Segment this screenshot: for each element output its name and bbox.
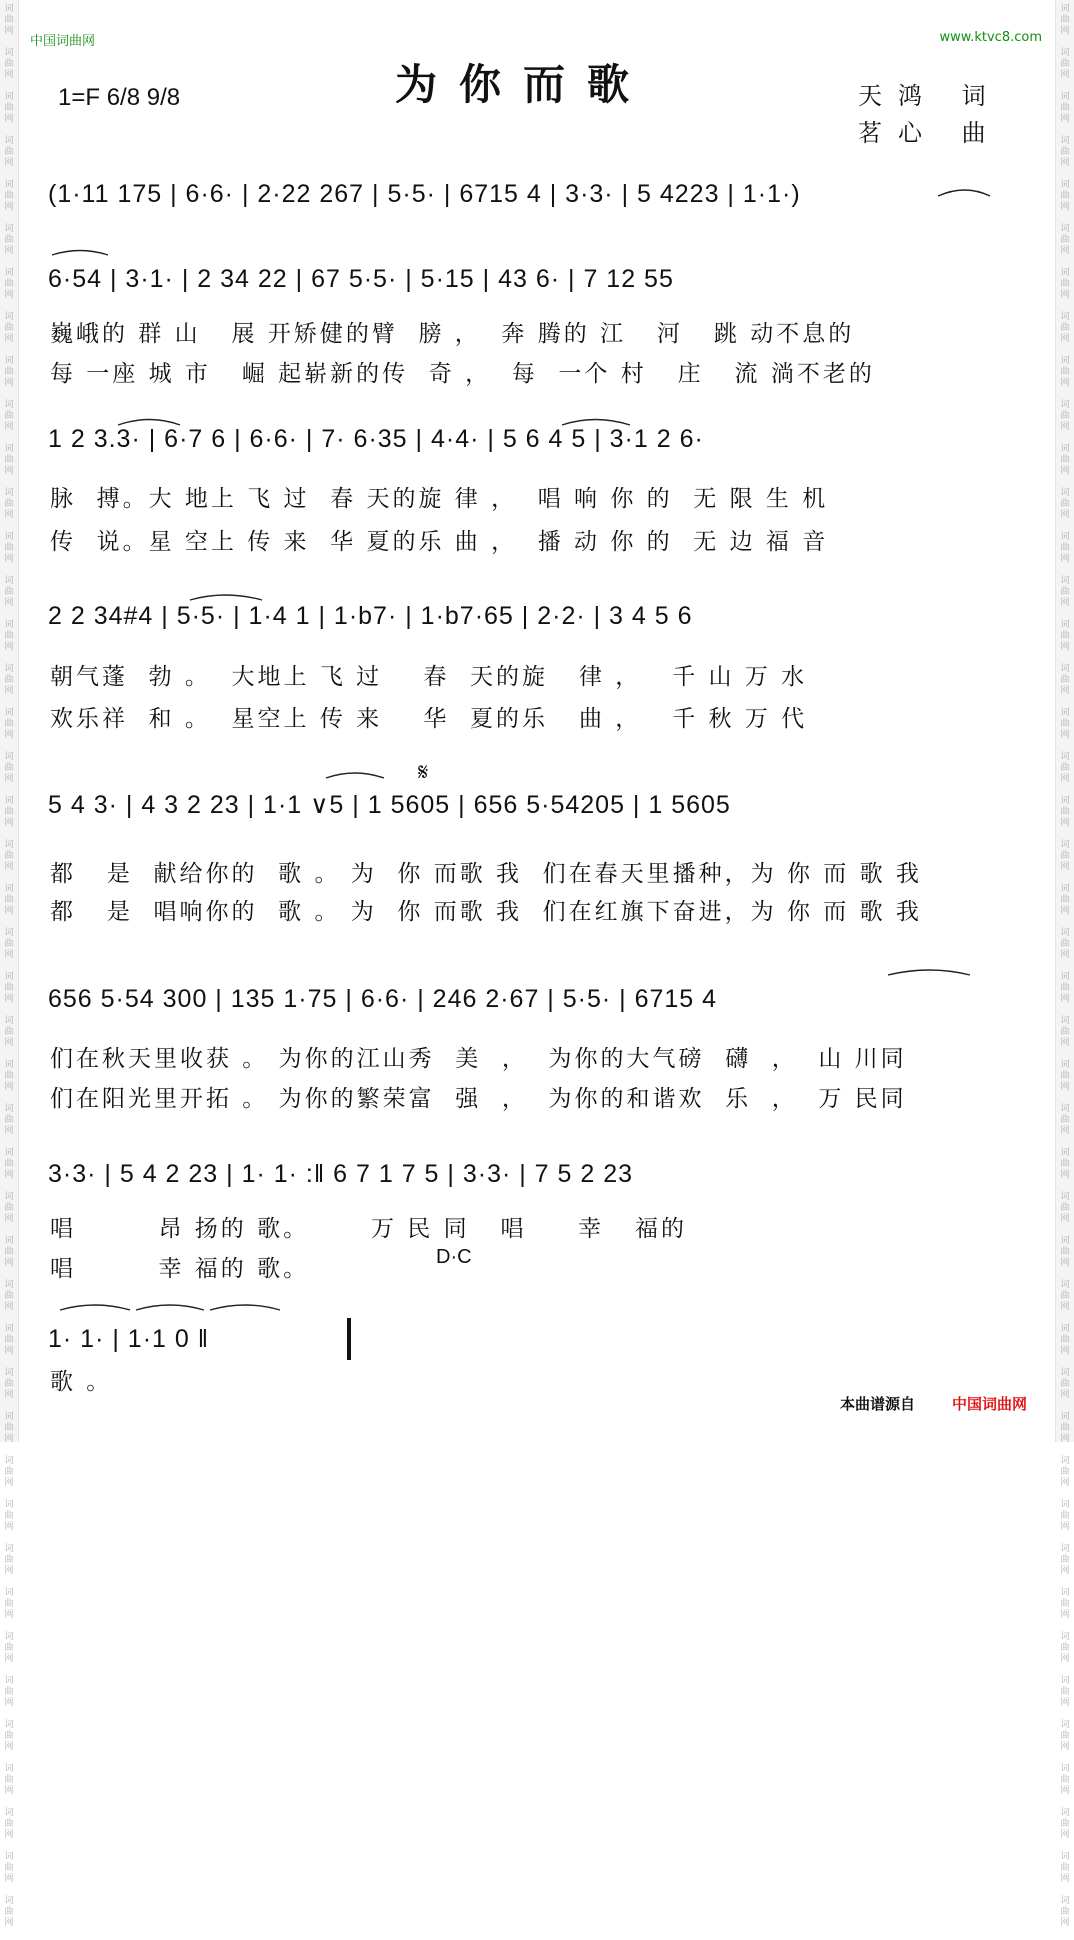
footer-source-site: 中国词曲网 [952,1395,1028,1413]
tie-arc [888,970,970,975]
lyric-line-7-verse-1: 唱 昂 扬的 歌。 万 民 同 唱 幸 福的 [50,1216,688,1242]
notation-line-4: 2 2 34#4 | 5·5· | 1·4 1 | 1·b7· | 1·b7·65 | 2·2· | 3 4 5 6 [48,602,693,630]
lyric-line-2-verse-2: 每 一座 城 市 崛 起崭新的传 奇 ， 每 一个 村 庄 流 淌不老的 [50,361,875,387]
lyric-line-6-verse-2: 们在阳光里开拓 。 为你的繁荣富 强 ， 为你的和谐欢 乐 ， 万 民同 [50,1086,907,1112]
score-title: 为你而歌 [395,60,652,109]
tie-arc [190,595,262,600]
lyric-line-6-verse-1: 们在秋天里收获 。 为你的江山秀 美 ， 为你的大气磅 礴 ， 山 川同 [50,1046,907,1072]
site-watermark-top-left: 中国词曲网 [30,34,96,49]
lyric-line-5-verse-1: 都 是 献给你的 歌 。 为 你 而歌 我 们在春天里播种，为 你 而 歌 我 [50,861,922,887]
lyric-line-3-verse-1: 脉 搏。大 地上 飞 过 春 天的旋 律 ， 唱 响 你 的 无 限 生 机 [50,486,829,512]
key-signature: 1=F 6/8 9/8 [58,84,181,111]
tie-arc [60,1305,130,1310]
notation-line-6: 656 5·54 300 | 135 1·75 | 6·6· | 246 2·67 | 5·5· | 6715 4 [48,985,718,1013]
tie-arc [326,773,384,778]
notation-line-2: 6·54 | 3·1· | 2 34 22 | 67 5·5· | 5·15 | 43 6· | 7 12 55 [48,265,674,293]
lyric-line-8: 歌 。 [50,1369,113,1395]
notation-line-1: (1·11 175 | 6·6· | 2·22 267 | 5·5· | 6715 4 | 3·3· | 5 4223 | 1·1·) [48,180,801,208]
lyric-line-7-verse-2: 唱 幸 福的 歌。 [50,1256,310,1282]
tie-arc [562,420,630,426]
right-watermark-text: 词 曲 网 词 曲 网 词 曲 网 词 曲 网 词 曲 网 词 曲 网 词 曲 网 词 曲 网 词 曲 网 词 曲 网 词 曲 网 词 曲 网 词 曲 网 词 曲 网 词 曲 网 词 曲 网 词 曲 网 词 曲 网 词 曲 网 词 曲 网 词 曲 网 词 曲 网 词 曲 网 词 曲 网 词 曲 网 词 曲 网 词 曲 网 词 曲 网 词 曲 网 词 曲 网 词 曲 网 词 曲 网 词 曲 网 词 曲 网 词 曲 网 词 曲 网 词 曲 网 词 曲 网 词 曲 网 词 曲 网 词 曲 网 词 曲 网 词 曲 网 词 曲 网 [1060,4,1070,1928]
lyric-line-4-verse-1: 朝气蓬 勃 。 大地上 飞 过 春 天的旋 律 ， 千 山 万 水 [50,664,808,690]
site-watermark-top-right: www.ktvc8.com [939,30,1042,45]
left-watermark-text: 词 曲 网 词 曲 网 词 曲 网 词 曲 网 词 曲 网 词 曲 网 词 曲 网 词 曲 网 词 曲 网 词 曲 网 词 曲 网 词 曲 网 词 曲 网 词 曲 网 词 曲 网 词 曲 网 词 曲 网 词 曲 网 词 曲 网 词 曲 网 词 曲 网 词 曲 网 词 曲 网 词 曲 网 词 曲 网 词 曲 网 词 曲 网 词 曲 网 词 曲 网 词 曲 网 词 曲 网 词 曲 网 词 曲 网 词 曲 网 词 曲 网 词 曲 网 词 曲 网 词 曲 网 词 曲 网 词 曲 网 词 曲 网 词 曲 网 词 曲 网 词 曲 网 [4,4,14,1928]
notation-line-7: 3·3· | 5 4 2 23 | 1· 1· :‖ 6 7 1 7 5 | 3·3· | 7 5 2 23 [48,1160,634,1188]
lyric-line-4-verse-2: 欢乐祥 和 。 星空上 传 来 华 夏的乐 曲 ， 千 秋 万 代 [50,706,808,732]
notation-line-3: 1 2 3.3· | 6·7 6 | 6·6· | 7· 6·35 | 4·4· | 5 6 4 5 | 3·1 2 6· [48,425,704,453]
segno-mark: 𝄋 [418,758,429,786]
notation-line-5: 5 4 3· | 4 3 2 23 | 1·1 ∨5 | 1 5605 | 656 5·54205 | 1 5605 [48,791,731,819]
tie-arc [118,420,180,426]
lyricist-credit: 天鸿 词 [858,82,1002,110]
tie-arc [938,190,990,196]
tie-arc [136,1305,204,1310]
da-capo-mark: D·C [436,1246,472,1268]
tie-arc [210,1305,280,1310]
composer-credit: 茗心 曲 [858,119,1002,147]
notation-line-8: 1· 1· | 1·1 0 ‖ [48,1325,210,1353]
footer-source-label: 本曲谱源自 [840,1395,916,1413]
lyric-line-2-verse-1: 巍峨的 群 山 展 开矫健的臂 膀 ， 奔 腾的 江 河 跳 动不息的 [50,321,855,347]
tie-arc [52,251,108,256]
lyric-line-3-verse-2: 传 说。星 空上 传 来 华 夏的乐 曲 ， 播 动 你 的 无 边 福 音 [50,529,829,555]
lyric-line-5-verse-2: 都 是 唱响你的 歌 。 为 你 而歌 我 们在红旗下奋进，为 你 而 歌 我 [50,899,922,925]
